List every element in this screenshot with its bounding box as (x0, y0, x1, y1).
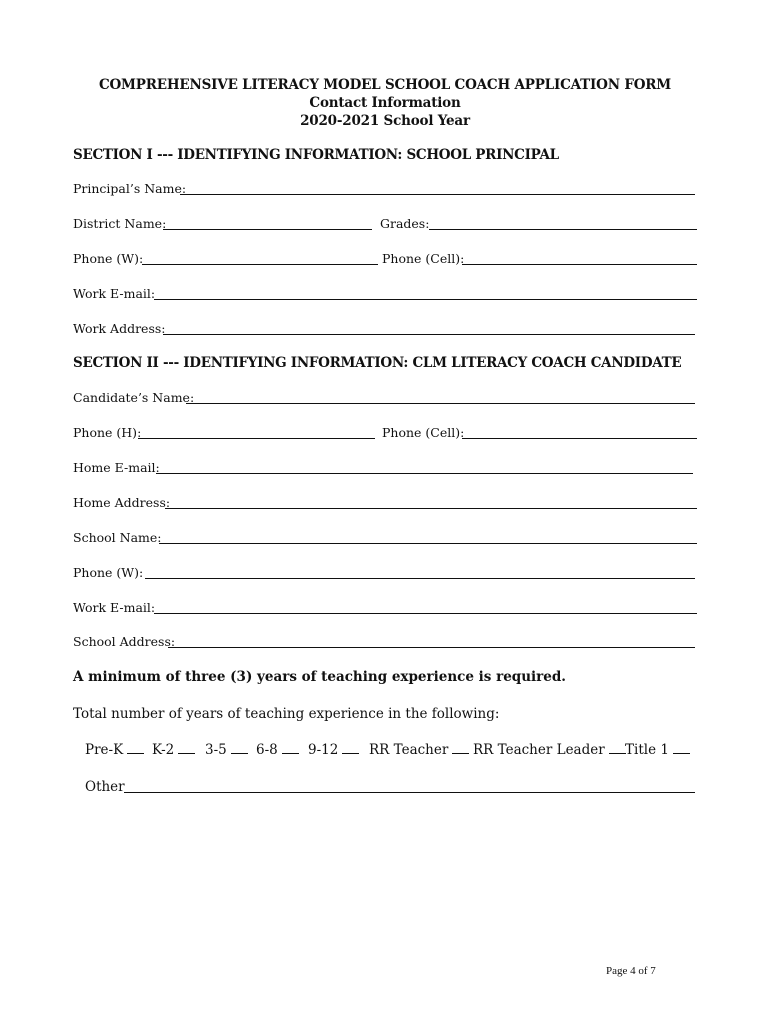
school-address-label: School Address: (73, 634, 176, 649)
category-rr-teacher-field[interactable] (452, 741, 469, 754)
page-number: Page 4 of 7 (606, 965, 656, 977)
candidate-name-field[interactable] (186, 403, 695, 404)
principal-email-row (73, 285, 697, 303)
candidate-home-address-label: Home Address: (73, 495, 171, 510)
other-field[interactable] (124, 792, 695, 793)
candidate-phone-w-row (73, 564, 695, 582)
form-title: COMPREHENSIVE LITERACY MODEL SCHOOL COACH APPLICATION FORM (98, 77, 672, 93)
candidate-work-email-field[interactable] (154, 613, 697, 614)
category-rr-teacher-leader-field[interactable] (609, 741, 626, 754)
grades-label: Grades: (380, 216, 430, 231)
principal-phone-row (73, 250, 697, 268)
category-rr-teacher-leader-label: RR Teacher Leader (473, 742, 605, 758)
experience-requirement: A minimum of three (3) years of teaching experience is required. (73, 669, 567, 685)
category-3-5 (205, 741, 248, 758)
category-k-2 (152, 741, 195, 758)
candidate-address-row (73, 494, 697, 512)
category-title-1-label: Title 1 (625, 742, 669, 758)
candidate-name-row (73, 389, 695, 407)
principal-address-row (73, 320, 695, 338)
school-name-field[interactable] (159, 543, 697, 544)
category-k-2-field[interactable] (178, 741, 195, 754)
category-k-2-label: K-2 (152, 742, 175, 758)
principal-phone-cell-field[interactable] (462, 264, 697, 265)
category-9-12-label: 9-12 (308, 742, 339, 758)
principal-address-label: Work Address: (73, 321, 166, 336)
candidate-phone-w-label: Phone (W): (73, 565, 144, 580)
category-rr-teacher-leader (473, 741, 626, 758)
principal-phone-w-label: Phone (W): (73, 251, 144, 266)
category-rr-teacher (369, 741, 469, 758)
candidate-phone-h-field[interactable] (138, 438, 375, 439)
school-name-row (73, 529, 697, 547)
category-9-12 (308, 741, 359, 758)
candidate-home-email-field[interactable] (156, 473, 693, 474)
experience-prompt: Total number of years of teaching experience in the following: (73, 706, 500, 722)
school-name-label: School Name: (73, 530, 162, 545)
section-1-title: SECTION I --- IDENTIFYING INFORMATION: SCHOOL PRINCIPAL (73, 147, 559, 163)
form-subtitle: Contact Information (309, 95, 461, 111)
principal-email-field[interactable] (154, 299, 697, 300)
district-grades-row (73, 215, 697, 233)
candidate-phone-row (73, 424, 697, 442)
other-label: Other (85, 779, 125, 795)
school-address-field[interactable] (168, 647, 695, 648)
candidate-phone-h-label: Phone (H): (73, 425, 142, 440)
category-pre-k (85, 741, 144, 758)
category-title-1 (625, 741, 690, 758)
school-address-row (73, 633, 695, 651)
other-row (85, 777, 695, 797)
principal-email-label: Work E-mail: (73, 286, 156, 301)
candidate-home-address-field[interactable] (165, 508, 697, 509)
district-name-label: District Name: (73, 216, 167, 231)
grades-field[interactable] (429, 229, 697, 230)
category-6-8-label: 6-8 (256, 742, 278, 758)
candidate-phone-cell-label: Phone (Cell): (382, 425, 465, 440)
principal-name-label: Principal’s Name: (73, 181, 187, 196)
category-pre-k-field[interactable] (127, 741, 144, 754)
principal-address-field[interactable] (163, 334, 695, 335)
section-2-title: SECTION II --- IDENTIFYING INFORMATION: CLM LITERACY COACH CANDIDATE (73, 355, 682, 371)
candidate-work-email-row (73, 599, 697, 617)
school-year: 2020-2021 School Year (300, 113, 470, 129)
candidate-phone-cell-field[interactable] (462, 438, 697, 439)
candidate-name-label: Candidate’s Name: (73, 390, 195, 405)
principal-phone-cell-label: Phone (Cell): (382, 251, 465, 266)
principal-name-row (73, 180, 695, 198)
candidate-phone-w-field[interactable] (145, 578, 695, 579)
category-rr-teacher-label: RR Teacher (369, 742, 449, 758)
candidate-home-email-label: Home E-mail: (73, 460, 160, 475)
category-3-5-field[interactable] (231, 741, 248, 754)
category-6-8 (256, 741, 299, 758)
category-6-8-field[interactable] (282, 741, 299, 754)
candidate-email-row (73, 459, 693, 477)
district-name-field[interactable] (163, 229, 372, 230)
principal-phone-w-field[interactable] (142, 264, 378, 265)
category-3-5-label: 3-5 (205, 742, 227, 758)
category-pre-k-label: Pre-K (85, 742, 124, 758)
category-title-1-field[interactable] (673, 741, 690, 754)
candidate-work-email-label: Work E-mail: (73, 600, 156, 615)
category-9-12-field[interactable] (342, 741, 359, 754)
principal-name-field[interactable] (180, 194, 695, 195)
